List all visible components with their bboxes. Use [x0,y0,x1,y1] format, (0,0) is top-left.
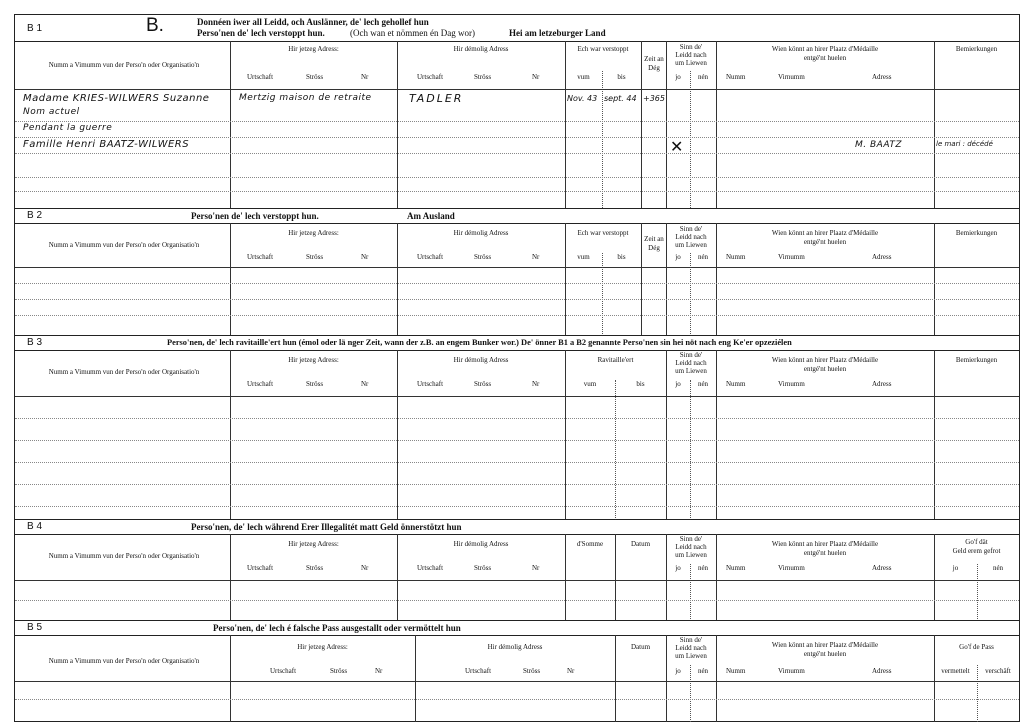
section-label: B 1 [27,23,43,34]
col-medal-line2: entgé'nt huelen [803,549,847,557]
col-yes: jo [675,380,681,388]
col-no: nén [697,73,709,81]
col-date-header: Datum [630,540,651,548]
col-yes: jo [675,564,681,572]
col-nr: Nr [532,380,540,388]
section-label: B 5 [27,622,43,633]
section-b1-table [15,41,1019,208]
col-medal-name: Numm [726,564,746,572]
section-b3-table [15,350,1019,520]
col-stross: Ströss [306,380,324,388]
col-yes: jo [675,253,681,261]
col-urtschaft: Urtschaft [465,667,492,675]
col-alive-line2: Leidd nach [675,51,707,59]
col-medal-firstname: Virnumm [778,73,805,81]
section-title: Perso'nen, de' lech é falsche Pass ausgestallt oder vermöttelt hun [213,623,461,633]
col-nr: Nr [375,667,383,675]
section-b5 [15,620,1019,722]
col-alive-line2: Leidd nach [675,233,707,241]
col-yes: jo [675,667,681,675]
section-title: Perso'nen, de' lech ravitaille'ert hun (émol oder lä nger Zeit, wann der z.B. an engem Bunker wor.) De' önner B1 a B2 genannte Perso'nen sin hei nöt nach eng Ke'er opzeziélen [167,338,792,347]
col-urtschaft: Urtschaft [247,253,274,261]
col-to: bis [617,253,626,261]
col-nr: Nr [361,380,369,388]
col-no: nén [697,380,709,388]
section-label: B 2 [27,210,43,221]
col-from: vum [583,380,597,388]
col-yes: jo [675,73,681,81]
col-remarks-header: Bemierkungen [955,356,998,364]
col-current-address-header: Hir jetzeg Adress: [288,540,339,548]
col-alive-line3: um Liewen [675,551,707,559]
entry-former-address: TADLER [409,92,464,105]
entry-alive-mark: ✕ [670,137,684,156]
col-money-yes: jo [952,564,959,572]
col-money-no: nén [992,564,1004,572]
col-nr: Nr [361,253,369,261]
entry-medal-name: M. BAATZ [855,140,902,150]
col-pass-header: Go'f de Pass [959,643,994,651]
col-nr: Nr [361,73,369,81]
section-b3 [15,335,1019,520]
col-medal-address: Adress [872,667,892,675]
col-stross: Ströss [306,564,324,572]
col-former-address-header: Hir démolig Adress [453,356,509,364]
col-medal-address: Adress [872,253,892,261]
col-former-address-header: Hir démolig Adress [453,45,509,53]
col-name-header: Numm a Vimumm vun der Perso'n oder Organisatio'n [48,241,200,249]
section-b2-table [15,223,1019,336]
entry-name: Madame KRIES-WILWERS Suzanne [23,93,210,104]
col-former-address-header: Hir démolig Adress [487,643,543,651]
col-remarks-header: Bemierkungen [955,229,998,237]
col-stross: Ströss [474,73,492,81]
section-b2-header [15,209,1019,224]
col-urtschaft: Urtschaft [247,73,274,81]
col-stross: Ströss [306,253,324,261]
col-stross: Ströss [474,380,492,388]
col-alive-line1: Sinn de' [679,225,703,233]
col-medal-line2: entgé'nt huelen [803,365,847,373]
col-no: nén [697,253,709,261]
col-money-line1: Go'f dät [965,538,988,546]
section-b1 [15,15,1019,208]
col-alive-line2: Leidd nach [675,543,707,551]
col-alive-line3: um Liewen [675,241,707,249]
col-former-address-header: Hir démolig Adress [453,229,509,237]
col-medal-address: Adress [872,73,892,81]
col-current-address-header: Hir jetzeg Adress: [288,229,339,237]
col-current-address-header: Hir jetzeg Adress: [297,643,348,651]
col-medal-firstname: Virnumm [778,380,805,388]
col-alive-line2: Leidd nach [675,359,707,367]
col-sum-header: d'Somme [576,540,604,548]
col-nr: Nr [361,564,369,572]
col-alive-line1: Sinn de' [679,535,703,543]
section-b1-header [15,15,1019,42]
col-from: vum [577,253,590,261]
col-medal-name: Numm [726,380,746,388]
col-medal-line2: entgé'nt huelen [803,238,847,246]
col-nr: Nr [532,253,540,261]
col-stross: Ströss [474,564,492,572]
section-b3-header [15,336,1019,351]
section-title: Perso'nen de' lech verstoppt hun. [191,211,319,221]
col-money-line2: Geld erem gefrot [952,547,1001,555]
col-remarks-header: Bemierkungen [955,45,998,53]
col-medal-line1: Wien könnt an hirer Plaatz d'Médaille [771,45,879,53]
section-title-place: Am Ausland [407,211,455,221]
col-to: bis [617,73,626,81]
section-b4 [15,519,1019,621]
col-nr: Nr [532,564,540,572]
col-stross: Ströss [330,667,348,675]
section-b5-header [15,621,1019,636]
col-pass-made: verschäft [985,667,1011,675]
col-supplied-header: Ravitaille'ert [597,356,634,364]
entry-from: Nov. 43 [567,94,598,103]
col-duration-header: Zeit an Dég [644,55,664,72]
entry-name-note: Pendant la guerre [23,123,113,133]
col-medal-name: Numm [726,253,746,261]
col-stross: Ströss [474,253,492,261]
entry-current-address: Mertzig maison de retraite [239,93,372,103]
col-medal-name: Numm [726,73,746,81]
col-nr: Nr [567,667,575,675]
col-stross: Ströss [306,73,324,81]
col-medal-line1: Wien könnt an hirer Plaatz d'Médaille [771,540,879,548]
section-b5-table [15,635,1019,722]
col-alive-line3: um Liewen [675,367,707,375]
section-subtitle-place: Hei am letzeburger Land [509,28,606,38]
col-urtschaft: Urtschaft [417,253,444,261]
entry-remark: le mari : décédé [936,140,993,148]
form-page [14,14,1020,722]
col-alive-line2: Leidd nach [675,644,707,652]
col-alive-line1: Sinn de' [679,351,703,359]
col-stross: Ströss [523,667,541,675]
col-urtschaft: Urtschaft [417,73,444,81]
section-subtitle-note: (Och wan et nömmen én Dag wor) [350,28,475,38]
col-medal-address: Adress [872,380,892,388]
col-from: vum [577,73,590,81]
col-medal-line2: entgé'nt huelen [803,54,847,62]
section-b4-table [15,534,1019,621]
col-hidden-header: Ech war verstoppt [577,229,629,237]
col-current-address-header: Hir jetzeg Adress: [288,356,339,364]
entry-to: sept. 44 [604,94,637,103]
col-current-address-header: Hir jetzeg Adress: [288,45,339,53]
col-name-header: Numm a Vimumm vun der Perso'n oder Organisatio'n [48,552,200,560]
col-name-header: Numm a Vimumm vun der Perso'n oder Organisatio'n [48,657,200,665]
entry-days: +365 [643,94,665,103]
col-name-header: Numm a Vimumm vun der Perso'n oder Organisatio'n [48,61,200,69]
col-urtschaft: Urtschaft [270,667,297,675]
col-name-header: Numm a Vimumm vun der Perso'n oder Organisatio'n [48,368,200,376]
col-medal-line1: Wien könnt an hirer Plaatz d'Médaille [771,356,879,364]
col-alive-line3: um Liewen [675,652,707,660]
col-no: nén [697,667,709,675]
col-medal-firstname: Virnumm [778,253,805,261]
col-medal-line1: Wien könnt an hirer Plaatz d'Médaille [771,641,879,649]
col-urtschaft: Urtschaft [417,564,444,572]
col-to: bis [636,380,645,388]
col-pass-issued: vermettelt [941,667,970,675]
col-nr: Nr [532,73,540,81]
section-subtitle: Perso'nen de' lech verstoppt hun. [197,28,325,38]
col-hidden-header: Ech war verstoppt [577,45,629,53]
entry-name-note: Nom actuel [23,107,80,117]
col-medal-address: Adress [872,564,892,572]
col-urtschaft: Urtschaft [417,380,444,388]
section-title: Perso'nen, de' lech während Erer Illegalitét matt Geld önnerstötzt hun [191,522,462,532]
col-medal-line1: Wien könnt an hirer Plaatz d'Médaille [771,229,879,237]
col-duration-header: Zeit an Dég [644,235,664,252]
col-medal-name: Numm [726,667,746,675]
section-b2 [15,208,1019,336]
section-b4-header [15,520,1019,535]
col-alive-line3: um Liewen [675,59,707,67]
col-alive-line1: Sinn de' [679,636,703,644]
col-no: nén [697,564,709,572]
col-urtschaft: Urtschaft [247,380,274,388]
col-urtschaft: Urtschaft [247,564,274,572]
col-alive-line1: Sinn de' [679,43,703,51]
section-title: Donnéen iwer all Leidd, och Auslänner, de' lech gehollef hun [197,17,429,27]
section-label: B 3 [27,337,43,348]
section-label: B 4 [27,521,43,532]
col-date-header: Datum [630,643,651,651]
section-letter: B. [146,15,164,36]
col-medal-firstname: Virnumm [778,667,805,675]
col-former-address-header: Hir démolig Adress [453,540,509,548]
entry-family-name: Famille Henri BAATZ-WILWERS [23,139,190,150]
col-medal-firstname: Virnumm [778,564,805,572]
col-medal-line2: entgé'nt huelen [803,650,847,658]
